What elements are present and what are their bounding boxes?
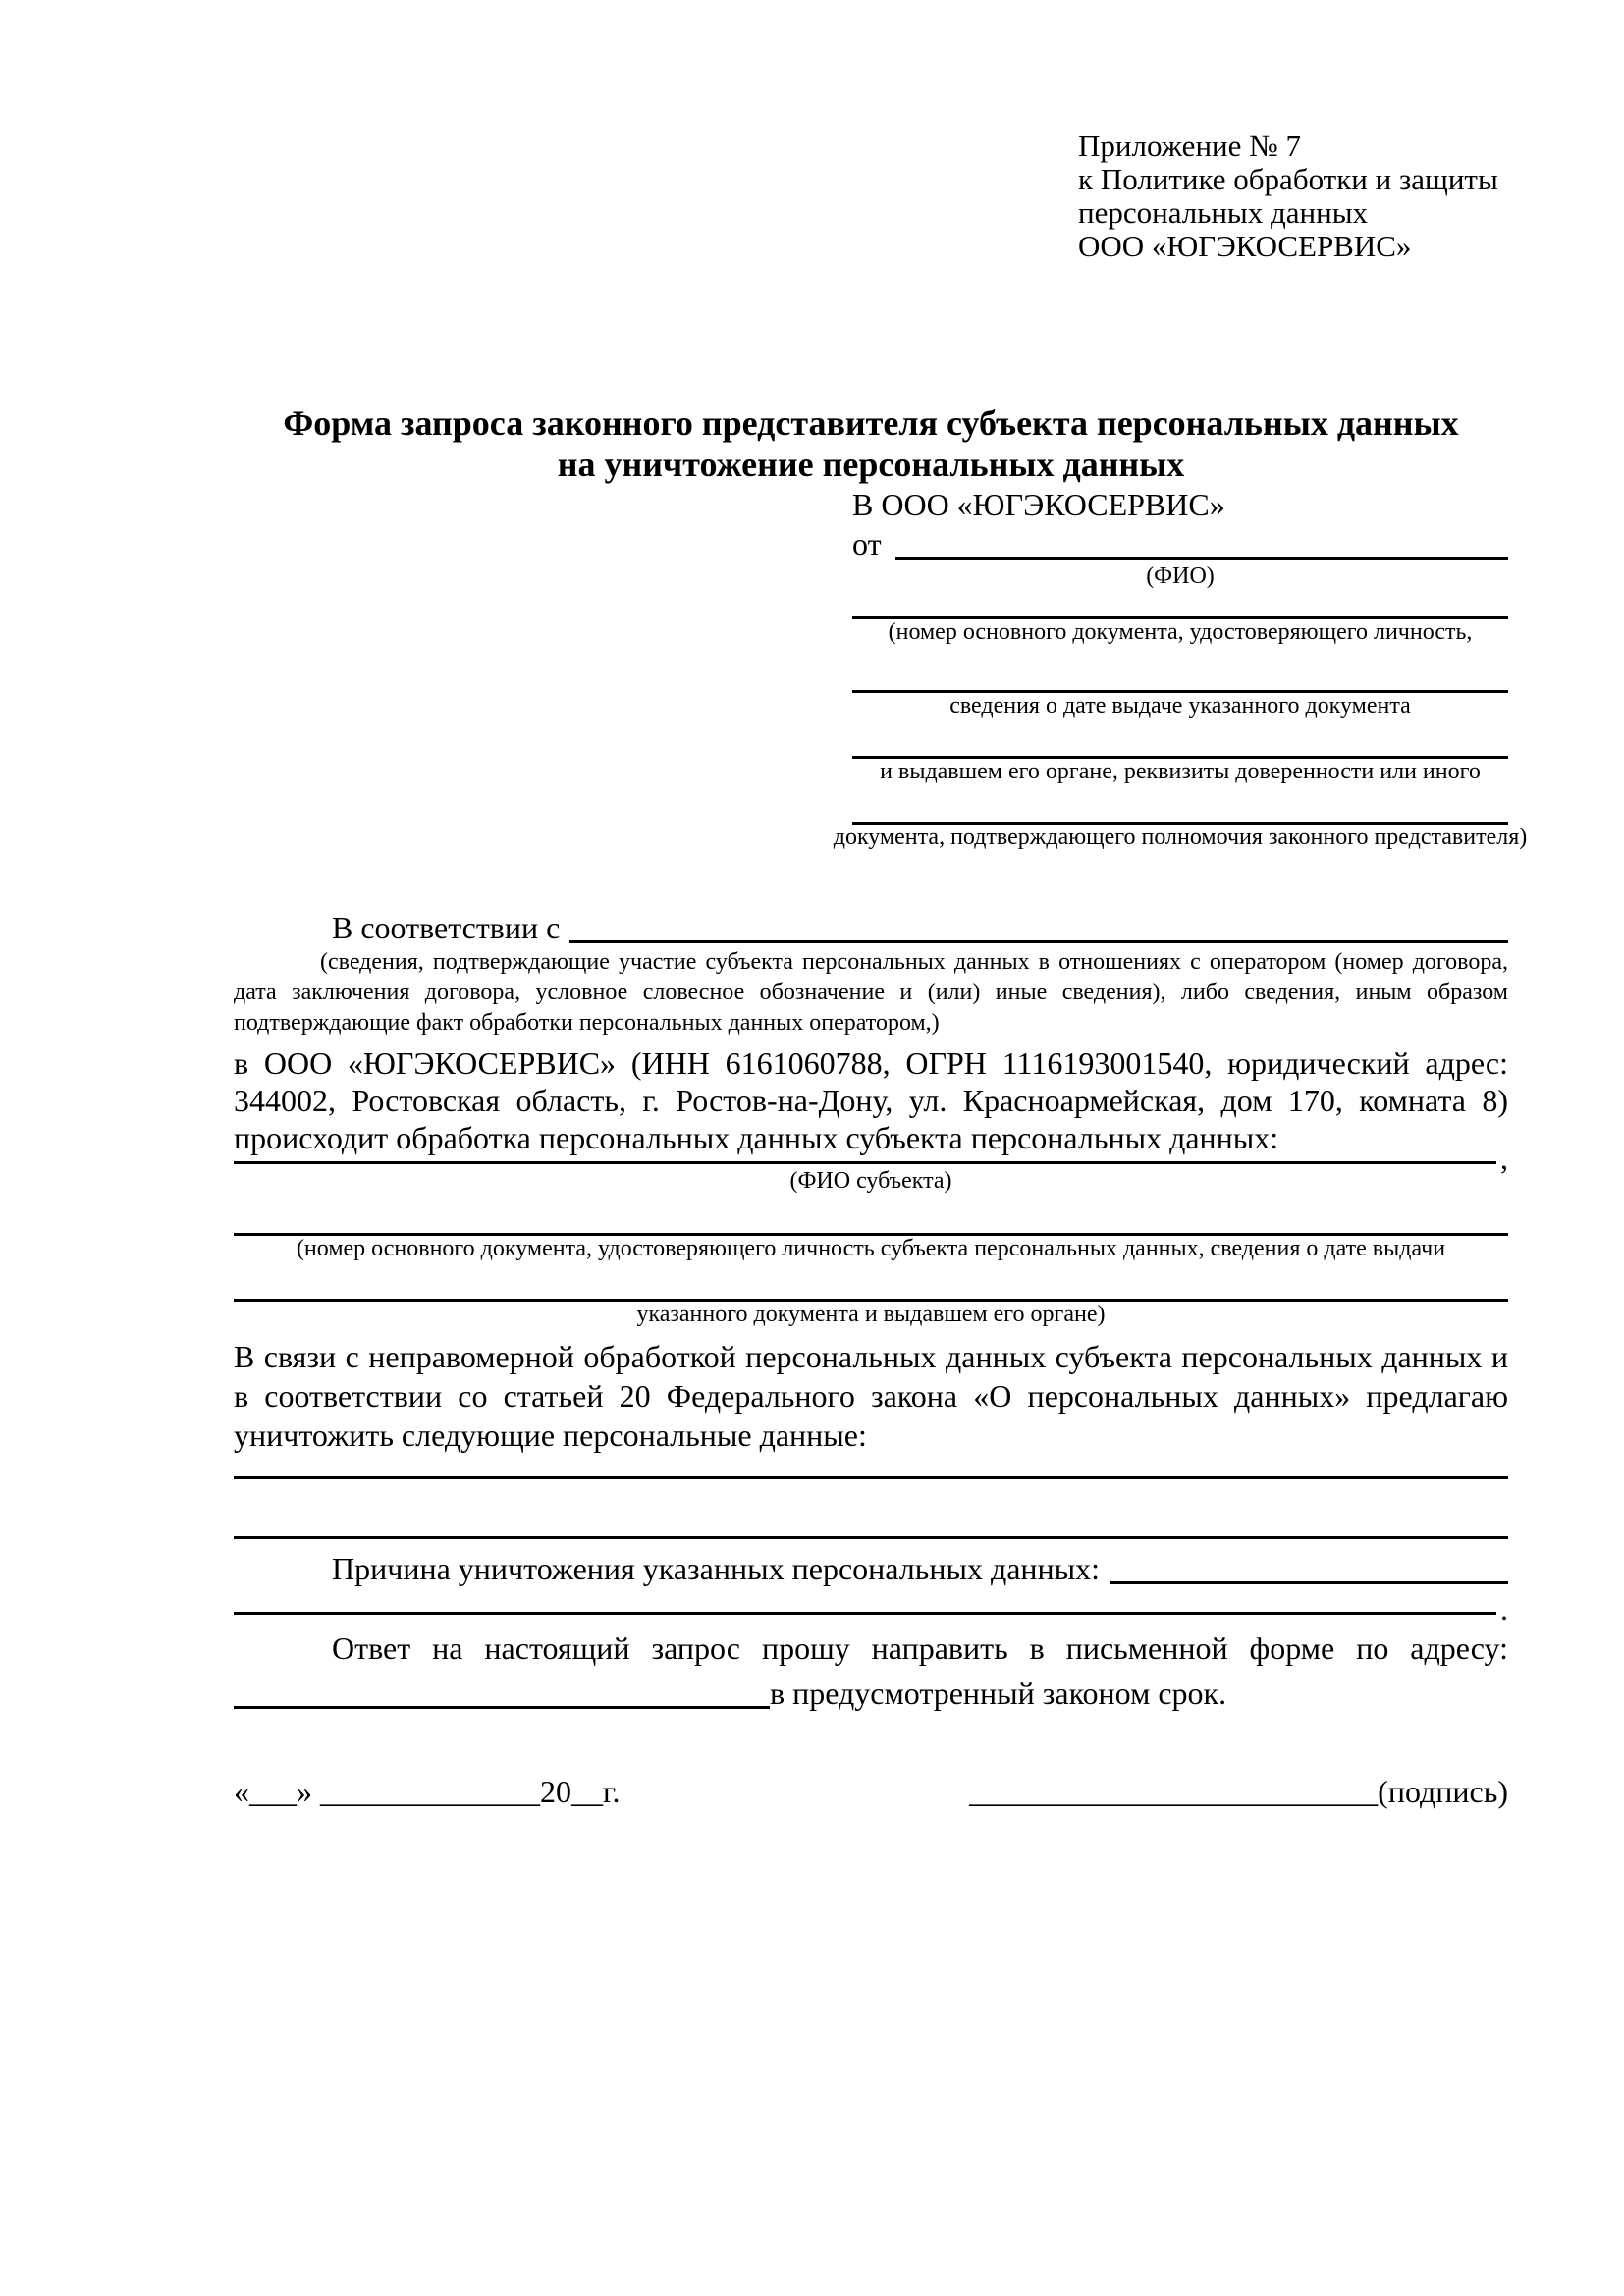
reason-continuation-line [234,1588,1508,1627]
subject-doc-caption-2: указанного документа и выдавшем его органе) [636,1302,1106,1327]
representative-doc-blank-line-3 [852,719,1508,759]
operator-paragraph: в ООО «ЮГЭКОСЕРВИС» (ИНН 6161060788, ОГРН 1116193001540, юридический адрес: 344002, Ростовская область, г. Ростов-на-Дону, ул. Красноармейская, дом 170, комната 8) происходит обработка персональных данных субъекта персональных данных: [234,1045,1508,1155]
representative-doc-blank-line-2 [852,645,1508,693]
reply-tail-text: в предусмотренный законом срок. [770,1676,1227,1711]
reply-address-blank-line [234,1706,770,1709]
accordance-blank-line [569,940,1508,943]
fio-caption: (ФИО) [1146,563,1215,589]
reply-paragraph: Ответ на настоящий запрос прошу направить в письменной форме по адресу: [332,1630,1508,1666]
accordance-line [234,904,1508,947]
footer-signature [969,1770,1508,1813]
reason-blank-line-2 [234,1612,1496,1615]
appendix-line-3: персональных данных [1078,195,1369,230]
accordance-lead-text: В соответствии с [332,910,561,945]
representative-doc-blank-line-4 [852,784,1508,825]
subject-doc-blank-line-2 [234,1261,1508,1302]
form-title-line-1: Форма запроса законного представителя субъекта персональных данных [283,403,1459,443]
reason-lead-text: Причина уничтожения указанных персональных данных: [332,1551,1101,1586]
subject-fio-blank-line [234,1161,1496,1164]
representative-doc-caption-2: сведения о дате выдаче указанного документа [949,693,1411,719]
representative-doc-caption-3: и выдавшем его органе, реквизиты доверенности или иного [880,759,1481,784]
subject-fio-comma: , [1500,1141,1508,1176]
representative-doc-caption-4: документа, подтверждающего полномочия законного представителя) [833,825,1528,850]
demand-paragraph: В связи с неправомерной обработкой персональных данных субъекта персональных данных и в соответствии со статьей 20 Федерального закона «О персональных данных» предлагаю уничтожить следующие персональные данные: [234,1339,1508,1453]
signature-caption: (подпись) [1378,1774,1508,1809]
appendix-line-1: Приложение № 7 [1078,129,1301,163]
data-blank-line-1 [234,1455,1508,1479]
from-label: от [852,526,882,561]
form-title-line-2: на уничтожение персональных данных [557,445,1185,484]
reason-period: . [1500,1591,1508,1627]
addressee-block [833,485,1528,850]
signature-blank-line: __________________________ [969,1774,1379,1809]
subject-fio-caption: (ФИО субъекта) [789,1168,952,1194]
addressee-from-line [852,524,1508,563]
addressee-to-line: В ООО «ЮГЭКОСЕРВИС» [852,487,1225,522]
subject-doc-caption-1: (номер основного документа, удостоверяющего личность субъекта персональных данных, сведения о дате выдачи [296,1236,1446,1261]
footer-row [234,1770,1508,1813]
from-name-blank-line [895,557,1508,560]
page-content [234,0,1528,1813]
subject-doc-blank-line-1 [234,1194,1508,1236]
reason-blank-line [1110,1581,1508,1584]
representative-doc-caption-1: (номер основного документа, удостоверяющего личность, [888,619,1473,645]
data-blank-line-2 [234,1479,1508,1539]
accordance-caption: (сведения, подтверждающие участие субъекта персональных данных в отношениях с оператором (номер договора, дата заключения договора, условное словесное обозначение и (или) иные сведения), либо сведения, иным образом подтверждающие факт обработки персональных данных оператором,) [234,949,1508,1036]
reason-line [234,1545,1508,1588]
reply-address-line [234,1670,1508,1713]
appendix-line-2: к Политике обработки и защиты [1078,162,1498,196]
appendix-block [1078,130,1508,263]
form-title [234,402,1508,485]
subject-fio-line [234,1141,1508,1176]
footer-date-blank: «___» ______________20__г. [234,1774,621,1809]
appendix-line-4: ООО «ЮГЭКОСЕРВИС» [1078,229,1412,263]
representative-doc-blank-line-1 [852,589,1508,619]
